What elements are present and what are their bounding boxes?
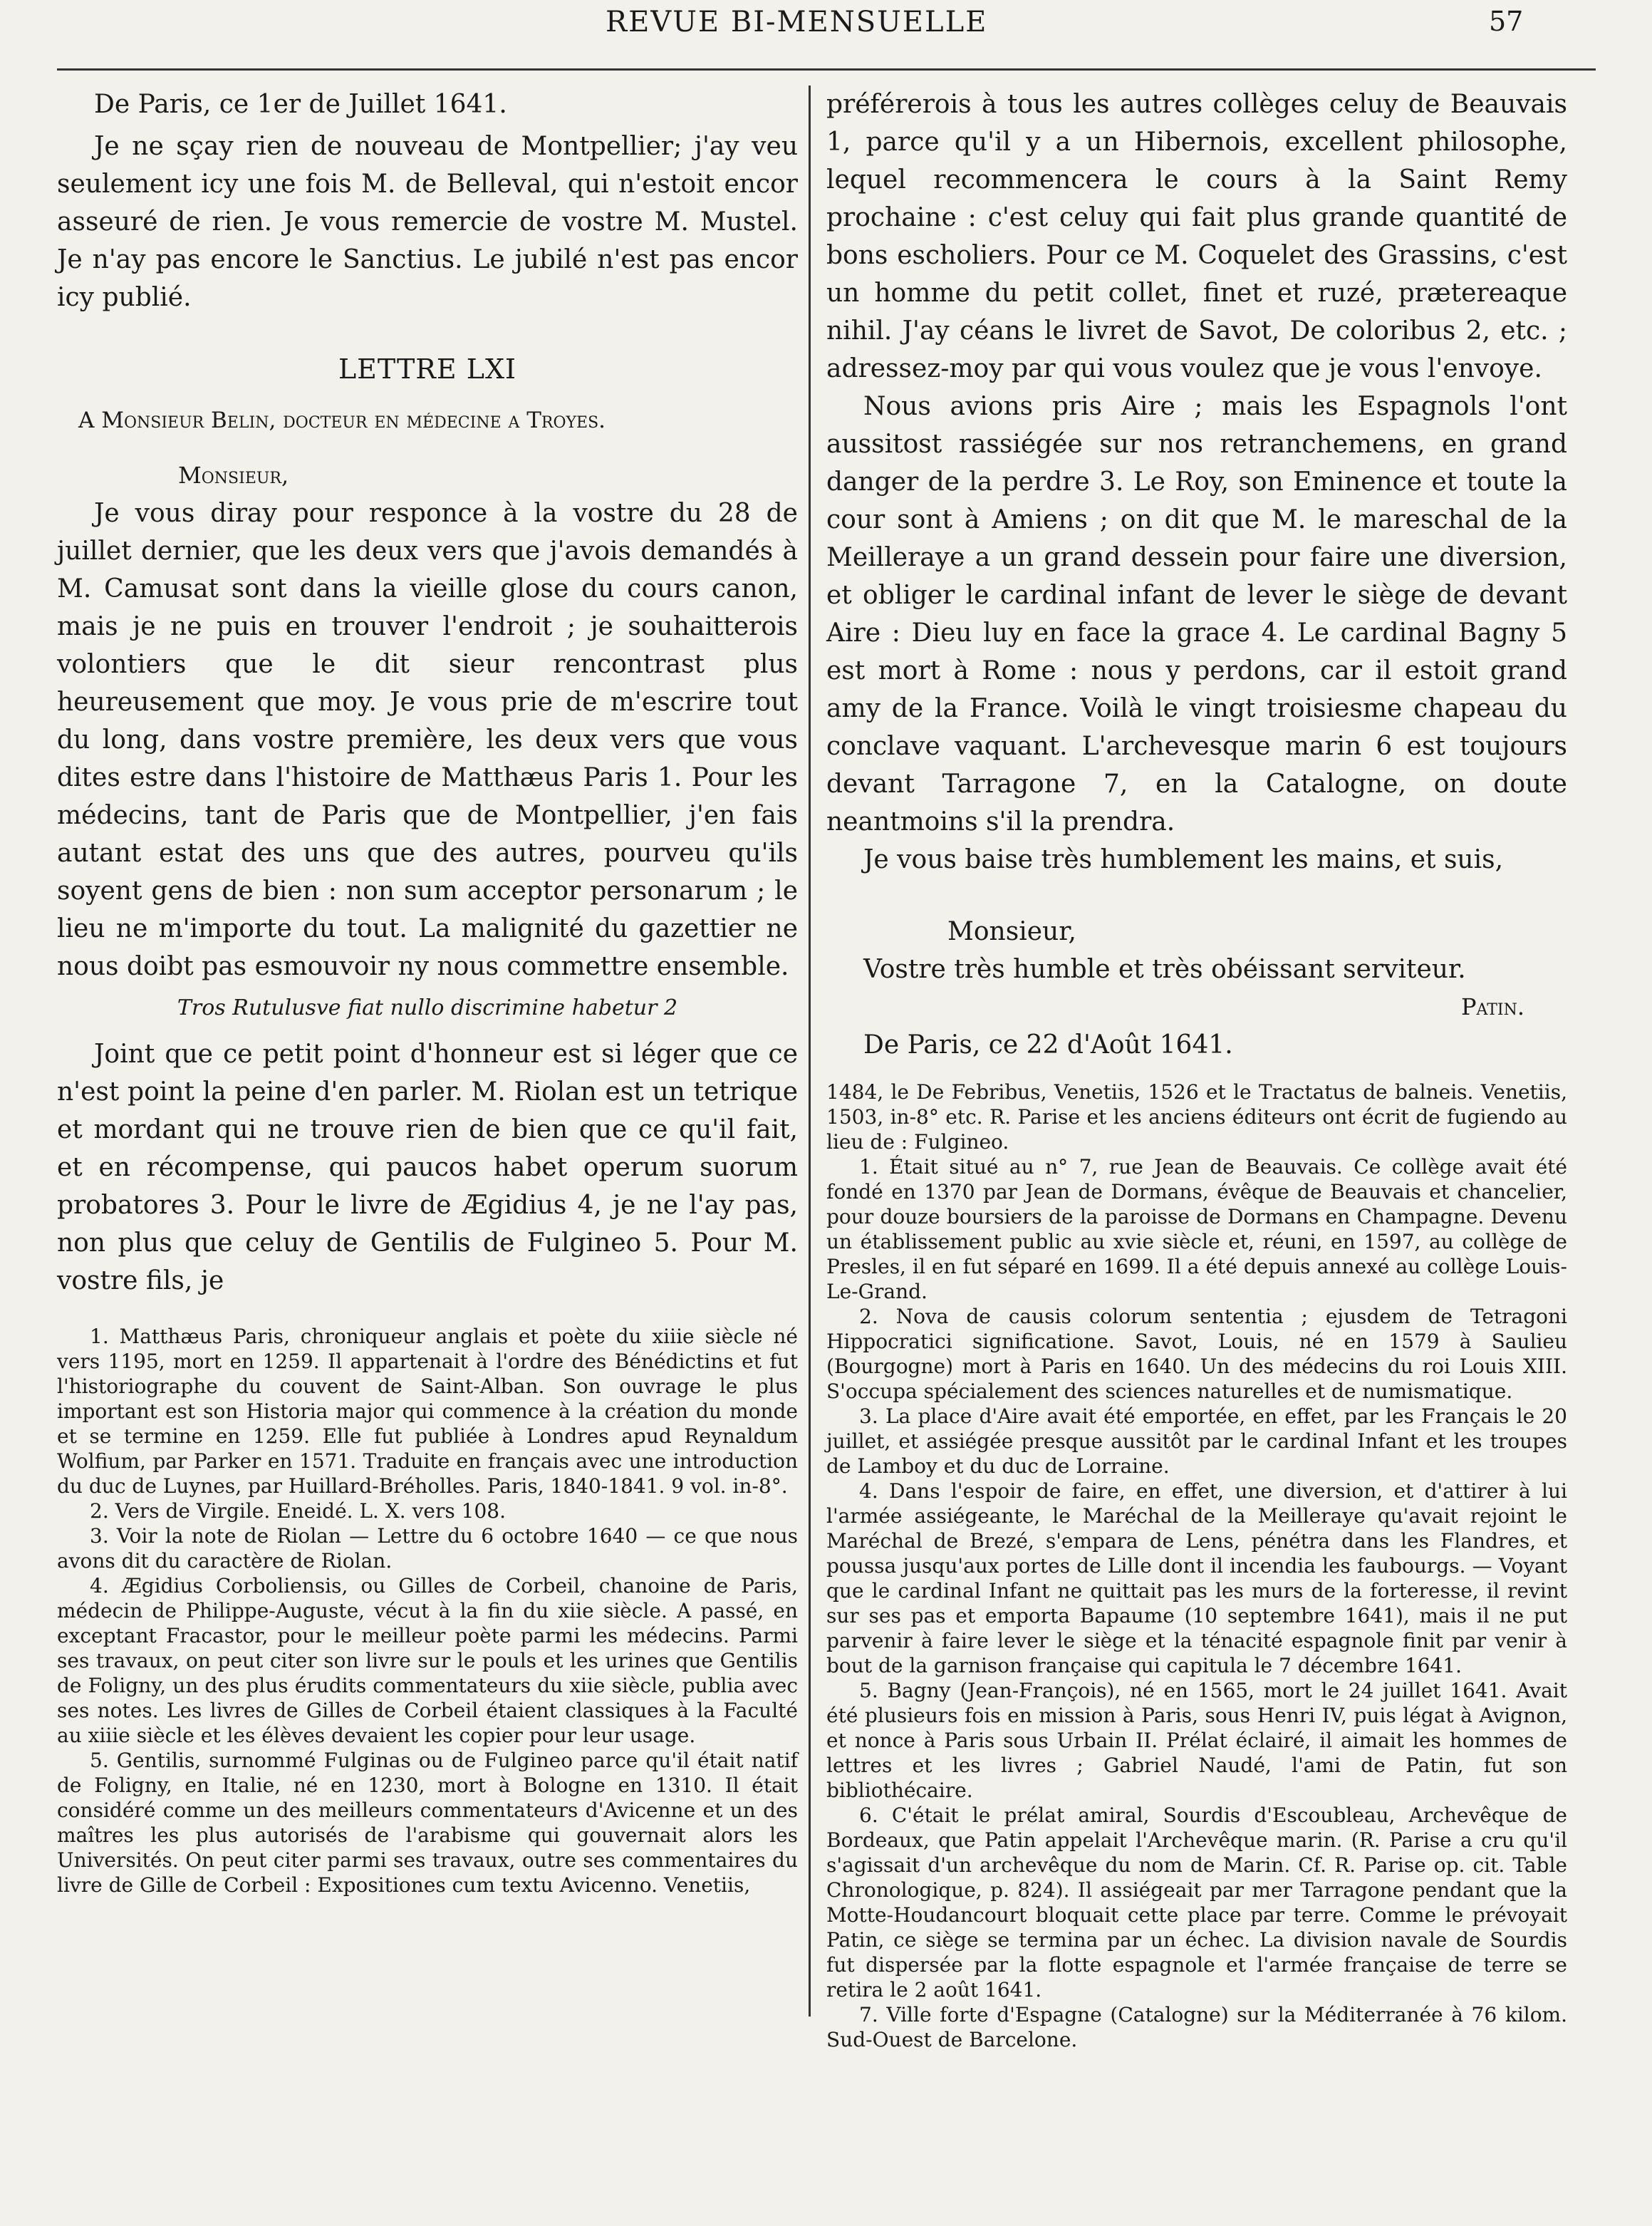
footnotes [57, 1324, 798, 1898]
footnote: 2. Nova de causis colorum sententia ; ejusdem de Tetragoni Hippocratici significatione. Savot, Louis, né en 1579 à Saulieu (Bourgogne) mort à Paris en 1640. Un des médecins du roi Louis XIII. S'occupa spécialement des sciences naturelles et de numismatique. [826, 1305, 1567, 1403]
left-column [57, 86, 798, 1898]
paragraph: Je vous baise très humblement les mains, et suis, [863, 845, 1504, 874]
footnote: 2. Vers de Virgile. Eneidé. L. X. vers 108. [90, 1499, 506, 1523]
paragraph: Nous avions pris Aire ; mais les Espagnols l'ont aussitost rassiégée sur nos retranchemens, en grand danger de la perdre 3. Le Roy, son Eminence et toute la cour sont à Amiens ; on dit que M. le mareschal de la Meilleraye a un grand dessein pour faire une diversion, et obliger le cardinal infant de lever le siège de devant Aire : Dieu luy en face la grace 4. Le cardinal Bagny 5 est mort à Rome : nous y perdons, car il estoit grand amy de la France. Voilà le vingt troisiesme chapeau du conclave vaquant. L'archevesque marin 6 est toujours devant Tarragone 7, en la Catalogne, on doute neantmoins s'il la prendra. [826, 392, 1567, 837]
closing-salutation: Monsieur, [947, 917, 1076, 946]
header-rule [57, 68, 1596, 71]
footnote: 4. Ægidius Corboliensis, ou Gilles de Corbeil, chanoine de Paris, médecin de Philippe-Auguste, vécut à la fin du xiie siècle. A passé, en exceptant Fracastor, pour le meilleur poète parmi les médecins. Parmi ses travaux, on peut citer son livre sur le pouls et les urines que Gentilis de Foligny, un des plus érudits commentateurs du xiie siècle, publia avec ses notes. Les livres de Gilles de Corbeil étaient classiques à la Faculté au xiiie siècle et les élèves devaient les copier pour leur usage. [57, 1574, 798, 1747]
running-title: REVUE BI-MENSUELLE [606, 6, 988, 38]
footnote: 3. La place d'Aire avait été emportée, en effet, par les Français le 20 juillet, et assiégée presque aussitôt par le cardinal Infant et les troupes de Lamboy et du duc de Lorraine. [826, 1404, 1567, 1478]
footnote: 6. C'était le prélat amiral, Sourdis d'Escoubleau, Archevêque de Bordeaux, que Patin appelait l'Archevêque marin. (R. Parise a cru qu'il s'agissait d'un archevêque du nom de Marin. Cf. R. Parise op. cit. Table Chronologique, p. 824). Il assiégeait par mer Tarragone pendant que la Motte-Houdancourt bloquait cette place par terre. Comme le prévoyait Patin, ce siège se termina par un échec. La division navale de Sourdis fut dispersée par la flotte espagnole et l'armée française de terre se retira le 2 août 1641. [826, 1803, 1567, 2002]
closing-line: Vostre très humble et très obéissant serviteur. [863, 955, 1466, 984]
date-line: De Paris, ce 22 d'Août 1641. [863, 1030, 1233, 1060]
right-column [826, 86, 1567, 2052]
letter-address: A Monsieur Belin, docteur en médecine a Troyes. [78, 408, 606, 433]
footnote: 5. Gentilis, surnommé Fulginas ou de Fulgineo parce qu'il était natif de Foligny, en Italie, né en 1230, mort à Bologne en 1310. Il était considéré comme un des meilleurs commentateurs d'Avicenne et un des maîtres les plus autorisés de l'arabisme qui gouvernait alors les Universités. On peut citer parmi ses travaux, outre ses commentaires du livre de Gille de Corbeil : Expositiones cum textu Avicenno. Venetiis, [57, 1749, 798, 1897]
footnote: 4. Dans l'espoir de faire, en effet, une diversion, et d'attirer à lui l'armée assiégeante, le Maréchal de la Meilleraye qu'avait rejoint le Maréchal de Brezé, s'empara de Lens, pénétra dans les Flandres, et poussa jusqu'aux portes de Lille dont il incendia les faubourgs. — Voyant que le cardinal Infant ne quittait pas les murs de la forteresse, il revint sur ses pas et emporta Bapaume (10 septembre 1641), mais il ne put parvenir à faire lever le siège et la ténacité espagnole finit par venir à bout de la garnison française qui capitula le 7 décembre 1641. [826, 1479, 1567, 1677]
page-header [0, 6, 1652, 41]
footnote: 1. Matthæus Paris, chroniqueur anglais et poète du xiiie siècle né vers 1195, mort en 1259. Il appartenait à l'ordre des Bénédictins et fut l'historiographe du couvent de Saint-Alban. Son ouvrage le plus important est son Historia major qui commence à la création du monde et se termine en 1259. Elle fut publiée à Londres apud Reynaldum Wolfium, par Parker en 1571. Traduite en français avec une introduction du duc de Luynes, par Huillard-Bréholles. Paris, 1840-1841. 9 vol. in-8°. [57, 1325, 798, 1498]
date-line: De Paris, ce 1er de Juillet 1641. [94, 90, 507, 119]
column-divider [809, 86, 811, 2017]
signature: Patin. [1460, 993, 1524, 1020]
verse-quote: Tros Rutulusve fiat nullo discrimine habetur 2 [177, 995, 678, 1020]
footnote-continuation: 1484, le De Febribus, Venetiis, 1526 et le Tractatus de balneis. Venetiis, 1503, in-8° etc. R. Parise et les anciens éditeurs ont écrit de fugiendo au lieu de : Fulgineo. [826, 1080, 1567, 1154]
letter-heading: LETTRE LXI [338, 353, 517, 385]
paragraph: Je ne sçay rien de nouveau de Montpellier; j'ay veu seulement icy une fois M. de Belleval, qui n'estoit encor asseuré de rien. Je vous remercie de vostre M. Mustel. Je n'ay pas encore le Sanctius. Le jubilé n'est pas encor icy publié. [57, 132, 798, 312]
paragraph: Je vous diray pour responce à la vostre du 28 de juillet dernier, que les deux vers que j'avois demandés à M. Camusat sont dans la vieille glose du cours canon, mais je ne puis en trouver l'endroit ; je souhaitterois volontiers que le dit sieur rencontrast plus heureusement que moy. Je vous prie de m'escrire tout du long, dans vostre première, les deux vers que vous dites estre dans l'histoire de Matthæus Paris 1. Pour les médecins, tant de Paris que de Montpellier, j'en fais autant estat des uns que des autres, pourveu qu'ils soyent gens de bien : non sum acceptor personarum ; le lieu ne m'importe du tout. La malignité du gazettier ne nous doibt pas esmouvoir ny nous commettre ensemble. [57, 499, 798, 981]
paragraph: Joint que ce petit point d'honneur est si léger que ce n'est point la peine d'en parler. M. Riolan est un tetrique et mordant qui ne trouve rien de bien que ce qu'il fait, et en récompense, qui paucos habet operum suorum probatores 3. Pour le livre de Ægidius 4, je ne l'ay pas, non plus que celuy de Gentilis de Fulgineo 5. Pour M. vostre fils, je [57, 1040, 798, 1295]
footnote: 7. Ville forte d'Espagne (Catalogne) sur la Méditerranée à 76 kilom. Sud-Ouest de Barcelone. [826, 2003, 1567, 2051]
closing-block [826, 913, 1567, 1064]
footnote: 3. Voir la note de Riolan — Lettre du 6 octobre 1640 — ce que nous avons dit du caractère de Riolan. [57, 1524, 798, 1573]
footnote: 5. Bagny (Jean-François), né en 1565, mort le 24 juillet 1641. Avait été plusieurs fois en mission à Paris, sous Henri IV, puis légat à Avignon, et nonce à Paris sous Urbain II. Prélat éclairé, il aimait les hommes de lettres et les livres ; Gabriel Naudé, l'ami de Patin, fut son bibliothécaire. [826, 1679, 1567, 1802]
footnotes [826, 1080, 1567, 2052]
salutation: Monsieur, [178, 462, 289, 489]
footnote: 1. Était situé au n° 7, rue Jean de Beauvais. Ce collège avait été fondé en 1370 par Jean de Dormans, évêque de Beauvais et chancelier, pour douze boursiers de la paroisse de Dormans en Champagne. Devenu un établissement public au xvie siècle et, réuni, en 1597, au collège de Presles, il en fut séparé en 1699. Il a été depuis annexé au collège Louis-Le-Grand. [826, 1155, 1567, 1303]
paragraph: préférerois à tous les autres collèges celuy de Beauvais 1, parce qu'il y a un Hibernois, excellent philosophe, lequel recommencera le cours à la Saint Remy prochaine : c'est celuy qui fait plus grande quantité de bons escholiers. Pour ce M. Coquelet des Grassins, c'est un homme du petit collet, finet et ruzé, prætereaque nihil. J'ay céans le livret de Savot, De coloribus 2, etc. ; adressez-moy par qui vous voulez que je vous l'envoye. [826, 90, 1567, 383]
page-number: 57 [1489, 6, 1524, 37]
